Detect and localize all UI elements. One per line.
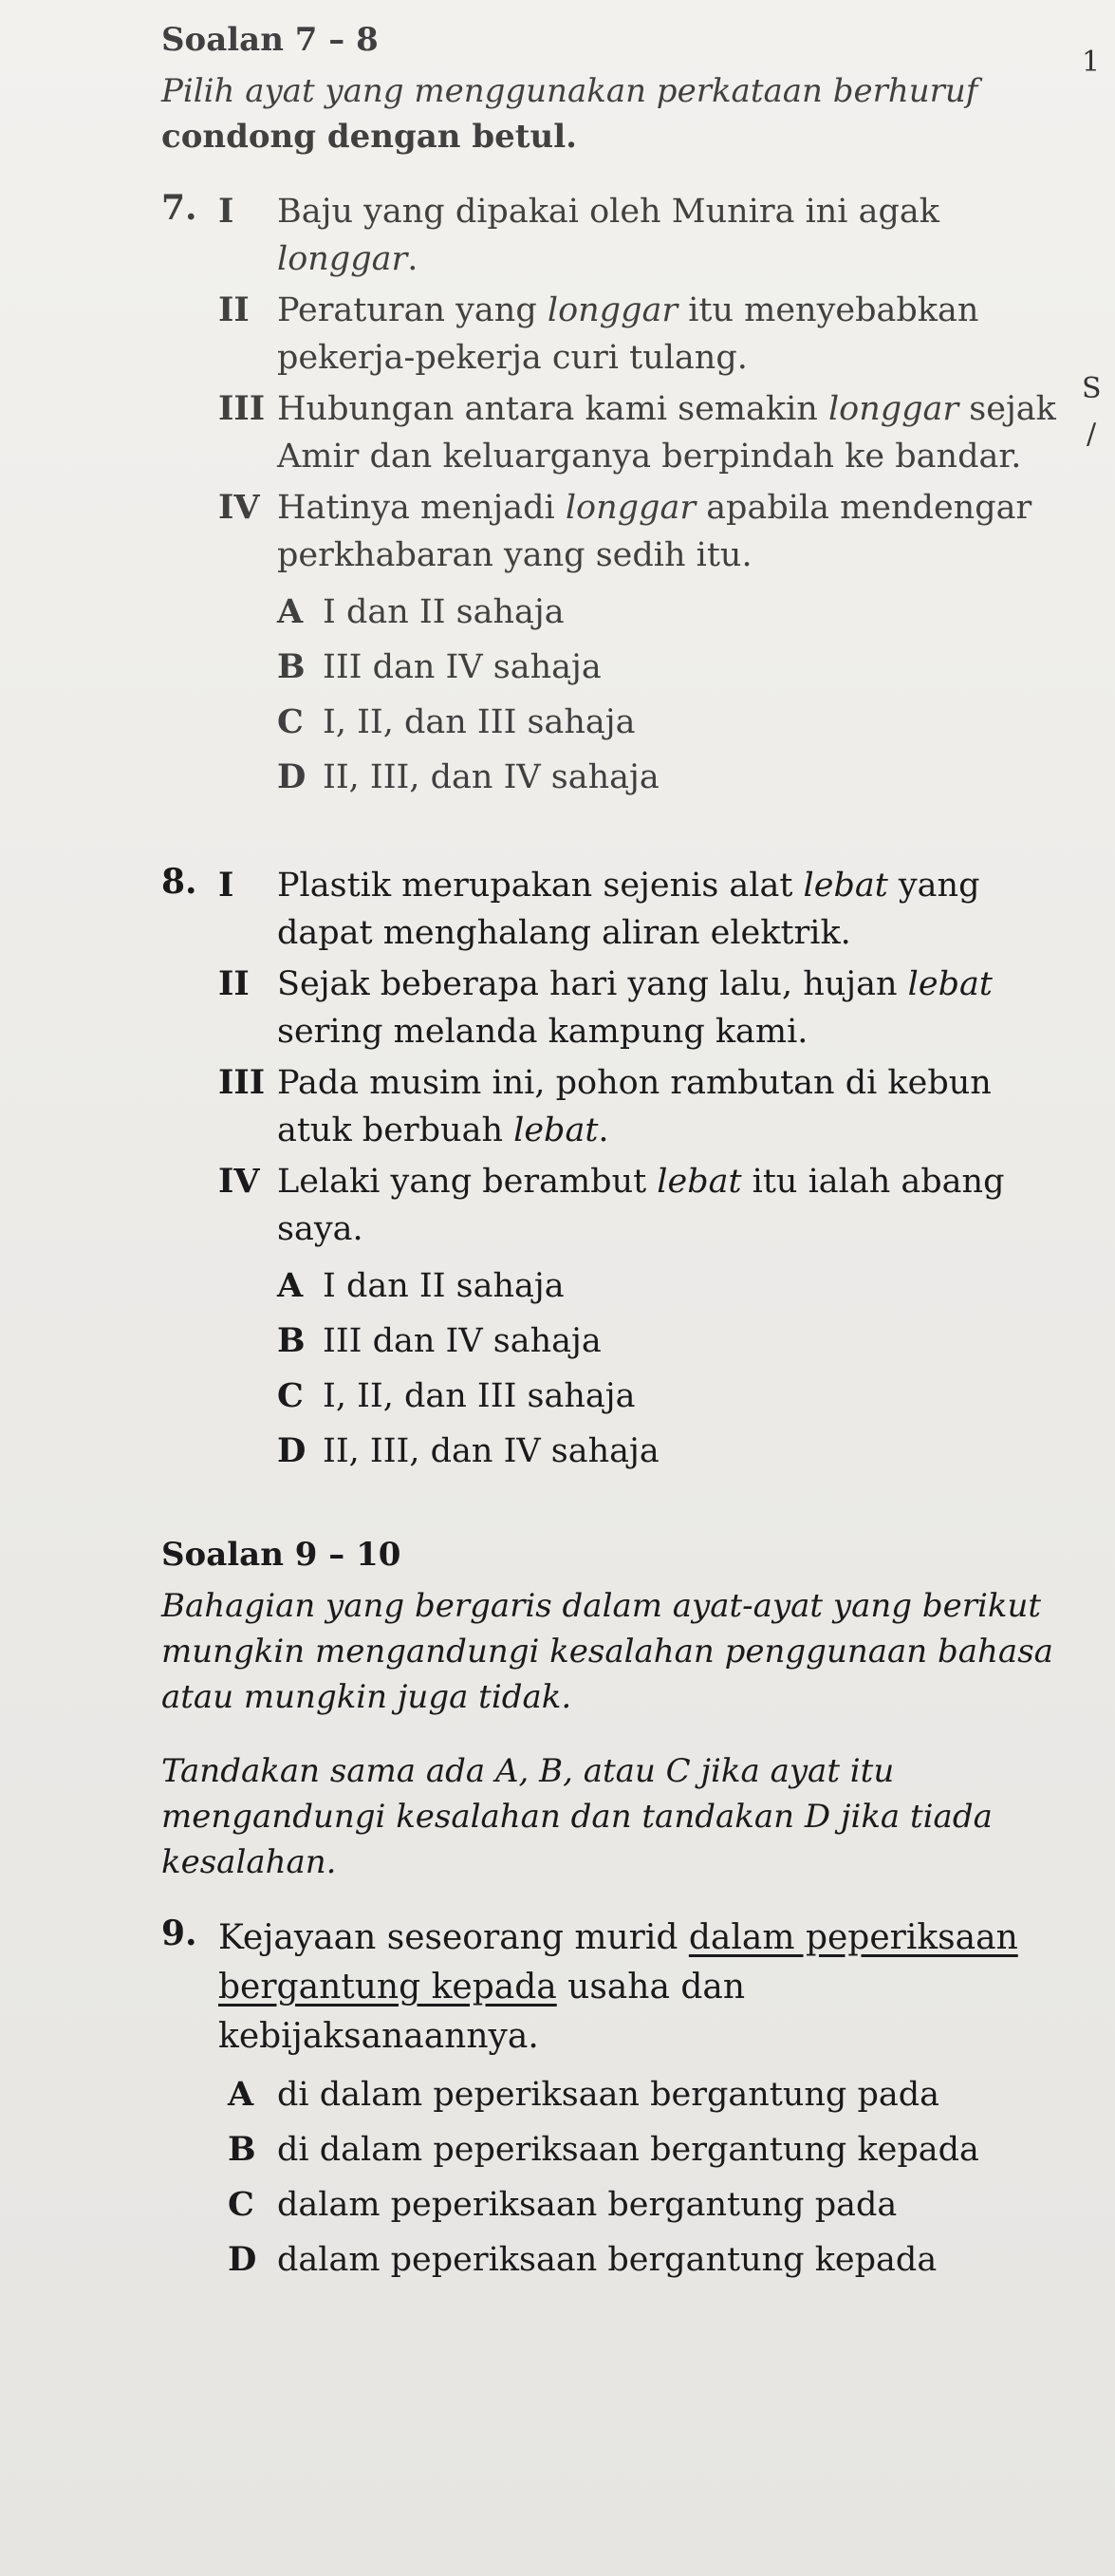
option-c[interactable] <box>218 2177 1058 2232</box>
question-8 <box>161 862 1058 1479</box>
question-7 <box>161 188 1058 805</box>
option-text: dalam peperiksaan bergantung pada <box>277 2186 898 2224</box>
option-letter: B <box>277 1321 306 1360</box>
target-word: longgar <box>547 291 678 329</box>
option-letter: D <box>277 757 307 796</box>
target-word: lebat <box>907 965 993 1003</box>
roman-numeral: II <box>218 964 250 1003</box>
statement-text: Pada musim ini, pohon rambutan di kebun atuk berbuah lebat. <box>277 1064 992 1149</box>
target-word: longgar <box>565 489 697 527</box>
statement-text: Baju yang dipakai oleh Munira ini agak longgar. <box>277 193 939 278</box>
option-letter: A <box>277 592 304 631</box>
option-a[interactable] <box>218 585 1058 640</box>
statement-text: Sejak beberapa hari yang lalu, hujan lebat sering melanda kampung kami. <box>277 965 993 1051</box>
option-b[interactable] <box>218 1314 1058 1369</box>
section-instruction <box>161 68 1058 159</box>
target-word: lebat <box>657 1163 742 1201</box>
stem-before: Kejayaan seseorang murid <box>218 1918 689 1957</box>
statement-iv <box>218 484 1058 579</box>
section-instruction-1 <box>161 1583 1058 1720</box>
margin-mark-2: S <box>1082 372 1102 405</box>
question-9 <box>161 1913 1058 2287</box>
statement-iii <box>218 1059 1058 1154</box>
statement-text: Plastik merupakan sejenis alat lebat yang dapat menghalang aliran elektrik. <box>277 867 980 952</box>
option-letter: C <box>277 702 304 741</box>
answer-options <box>218 585 1058 805</box>
option-c[interactable] <box>218 1369 1058 1424</box>
option-b[interactable] <box>218 640 1058 695</box>
stem-after: usaha dan kebijaksanaannya. <box>218 1968 746 2056</box>
option-text: I dan II sahaja <box>323 1267 565 1305</box>
margin-mark-3: / <box>1087 418 1097 451</box>
stem-underlined: dalam peperiksaan bergantung kepada <box>218 1918 1018 2007</box>
roman-numeral: IV <box>218 1162 260 1201</box>
statement-text: Lelaki yang berambut lebat itu ialah abang saya. <box>277 1163 1005 1248</box>
option-a[interactable] <box>218 2067 1058 2122</box>
statement-iii <box>218 385 1058 480</box>
statement-i <box>218 862 1058 957</box>
roman-numeral: IV <box>218 488 260 527</box>
roman-numeral: I <box>218 192 234 231</box>
option-d[interactable] <box>218 750 1058 805</box>
question-number: 7. <box>161 188 197 228</box>
option-letter: B <box>228 2130 256 2169</box>
statement-iv <box>218 1158 1058 1253</box>
option-text: III dan IV sahaja <box>323 648 602 686</box>
option-letter: D <box>228 2240 257 2279</box>
target-word: longgar <box>827 390 959 428</box>
roman-numeral: III <box>218 389 266 428</box>
option-text: di dalam peperiksaan bergantung pada <box>277 2076 939 2114</box>
statement-text: Peraturan yang longgar itu menyebabkan pekerja-pekerja curi tulang. <box>277 291 979 377</box>
answer-options <box>218 2067 1058 2287</box>
question-number: 8. <box>161 862 197 902</box>
section-instruction-2 <box>161 1748 1058 1885</box>
margin-mark-1: 1 <box>1082 46 1101 79</box>
option-letter: C <box>277 1376 304 1415</box>
option-text: I, II, dan III sahaja <box>323 703 636 741</box>
option-c[interactable] <box>218 695 1058 750</box>
option-text: I, II, dan III sahaja <box>323 1377 636 1415</box>
instruction-part2: condong dengan betul. <box>161 118 577 156</box>
option-b[interactable] <box>218 2122 1058 2177</box>
target-word: longgar <box>277 240 408 278</box>
roman-numeral: III <box>218 1063 266 1102</box>
target-word: lebat <box>803 867 888 905</box>
answer-options <box>218 1259 1058 1479</box>
option-d[interactable] <box>218 1424 1058 1479</box>
option-letter: B <box>277 647 306 686</box>
section-9-10 <box>161 1536 1058 2287</box>
option-text: II, III, dan IV sahaja <box>323 1432 660 1470</box>
instruction-text: Bahagian yang bergaris dalam ayat-ayat yang berikut mungkin mengandungi kesalahan penggunaan bahasa atau mungkin juga tidak. <box>161 1587 1053 1716</box>
roman-numeral: II <box>218 290 250 329</box>
statement-text: Hatinya menjadi longgar apabila mendengar perkhabaran yang sedih itu. <box>277 489 1032 574</box>
option-letter: C <box>228 2185 254 2224</box>
statement-text: Hubungan antara kami semakin longgar sejak Amir dan keluarganya berpindah ke bandar. <box>277 390 1056 476</box>
option-a[interactable] <box>218 1259 1058 1314</box>
question-number: 9. <box>161 1913 197 1953</box>
instruction-part1: Pilih ayat yang menggunakan perkataan berhuruf <box>161 72 978 110</box>
option-letter: A <box>228 2075 254 2114</box>
statement-i <box>218 188 1058 283</box>
section-title: Soalan 9 – 10 <box>161 1536 401 1574</box>
statement-ii <box>218 961 1058 1055</box>
statement-ii <box>218 287 1058 382</box>
option-letter: D <box>277 1431 307 1470</box>
roman-numeral: I <box>218 866 234 905</box>
option-text: dalam peperiksaan bergantung kepada <box>277 2241 938 2279</box>
section-7-8 <box>161 21 1058 805</box>
option-text: III dan IV sahaja <box>323 1322 602 1360</box>
option-text: II, III, dan IV sahaja <box>323 758 660 796</box>
option-letter: A <box>277 1266 304 1305</box>
section-title: Soalan 7 – 8 <box>161 21 379 59</box>
target-word: lebat <box>513 1111 599 1149</box>
question-stem <box>218 1913 1058 2062</box>
option-text: I dan II sahaja <box>323 593 565 631</box>
instruction-text: Tandakan sama ada A, B, atau C jika ayat itu mengandungi kesalahan dan tandakan D jika tiada kesalahan. <box>161 1752 993 1881</box>
option-text: di dalam peperiksaan bergantung kepada <box>277 2131 979 2169</box>
option-d[interactable] <box>218 2232 1058 2287</box>
